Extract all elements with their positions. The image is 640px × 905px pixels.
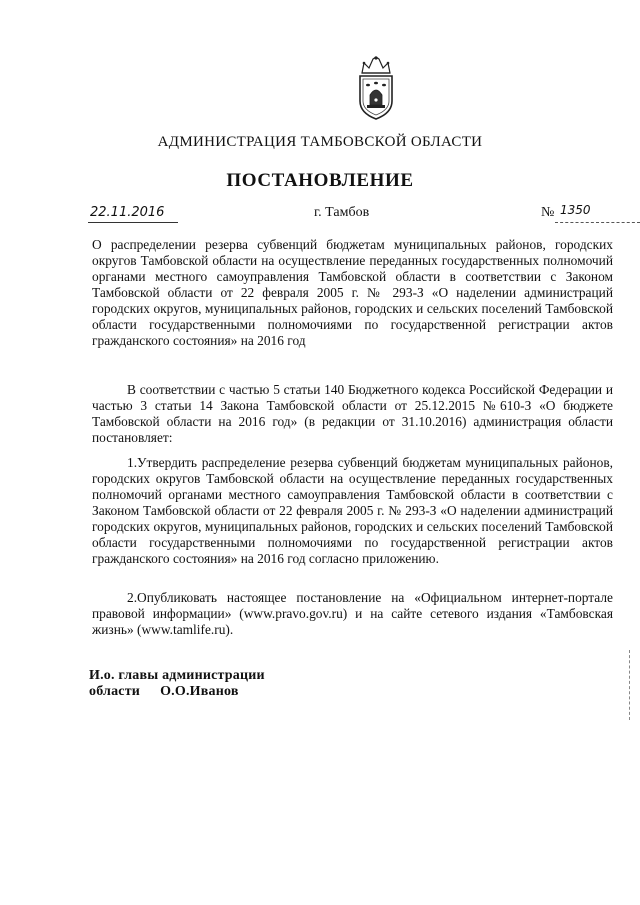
document-number: 1350 xyxy=(560,203,591,217)
document-city: г. Тамбов xyxy=(314,205,370,220)
number-sign: № xyxy=(541,205,555,220)
document-type-title: ПОСТАНОВЛЕНИЕ xyxy=(226,170,414,191)
organization-name: АДМИНИСТРАЦИЯ ТАМБОВСКОЙ ОБЛАСТИ xyxy=(157,134,483,150)
preamble-paragraph: В соответствии с частью 5 статьи 140 Бюджетного кодекса Российской Федерации и частью 3 статьи 14 Закона Тамбовской области от 25.12.2015 №610-З «О бюджете Тамбовской области на 2016 год» (в редакции от 31.10.2016) администрация области постановляет: xyxy=(92,382,613,445)
document-date: 22.11.2016 xyxy=(90,205,165,220)
signatory-row xyxy=(89,684,239,700)
scan-margin-mark xyxy=(629,650,631,720)
tambov-coat-of-arms-emblem xyxy=(355,55,397,121)
document-subject: О распределении резерва субвенций бюджетам муниципальных районов, городских округов Тамбовской области на осуществление переданных государственных полномочий органами местного самоуправления Тамбовской области в соответствии с Законом Тамбовской области от 22 февраля 2005 г. № 293-З «О наделении администраций городских округов, муниципальных районов, городских и сельских поселений Тамбовской области государственными полномочиями по государственной регистрации актов гражданского состояния» на 2016 год xyxy=(92,237,613,348)
number-underline xyxy=(555,222,640,223)
signatory-name: О.О.Иванов xyxy=(160,684,239,699)
resolution-item-2: 2.Опубликовать настоящее постановление на «Официальном интернет-портале правовой информации» (www.pravo.gov.ru) и на сайте сетевого издания «Тамбовская жизнь» (www.tamlife.ru). xyxy=(92,590,613,637)
signatory-title-region: области xyxy=(89,684,141,699)
resolution-item-1: 1.Утвердить распределение резерва субвенций бюджетам муниципальных районов, городских округов Тамбовской области на осуществление переданных государственных полномочий органами местного самоуправления Тамбовской области в соответствии с Законом Тамбовской области от 22 февраля 2005 г. № 293-З «О наделении администраций городских округов, муниципальных районов, городских и сельских поселений Тамбовской области государственными полномочиями по государственной регистрации актов гражданского состояния» на 2016 год согласно приложению. xyxy=(92,455,613,566)
signatory-title: И.о. главы администрации xyxy=(89,668,265,683)
date-underline xyxy=(88,222,178,223)
